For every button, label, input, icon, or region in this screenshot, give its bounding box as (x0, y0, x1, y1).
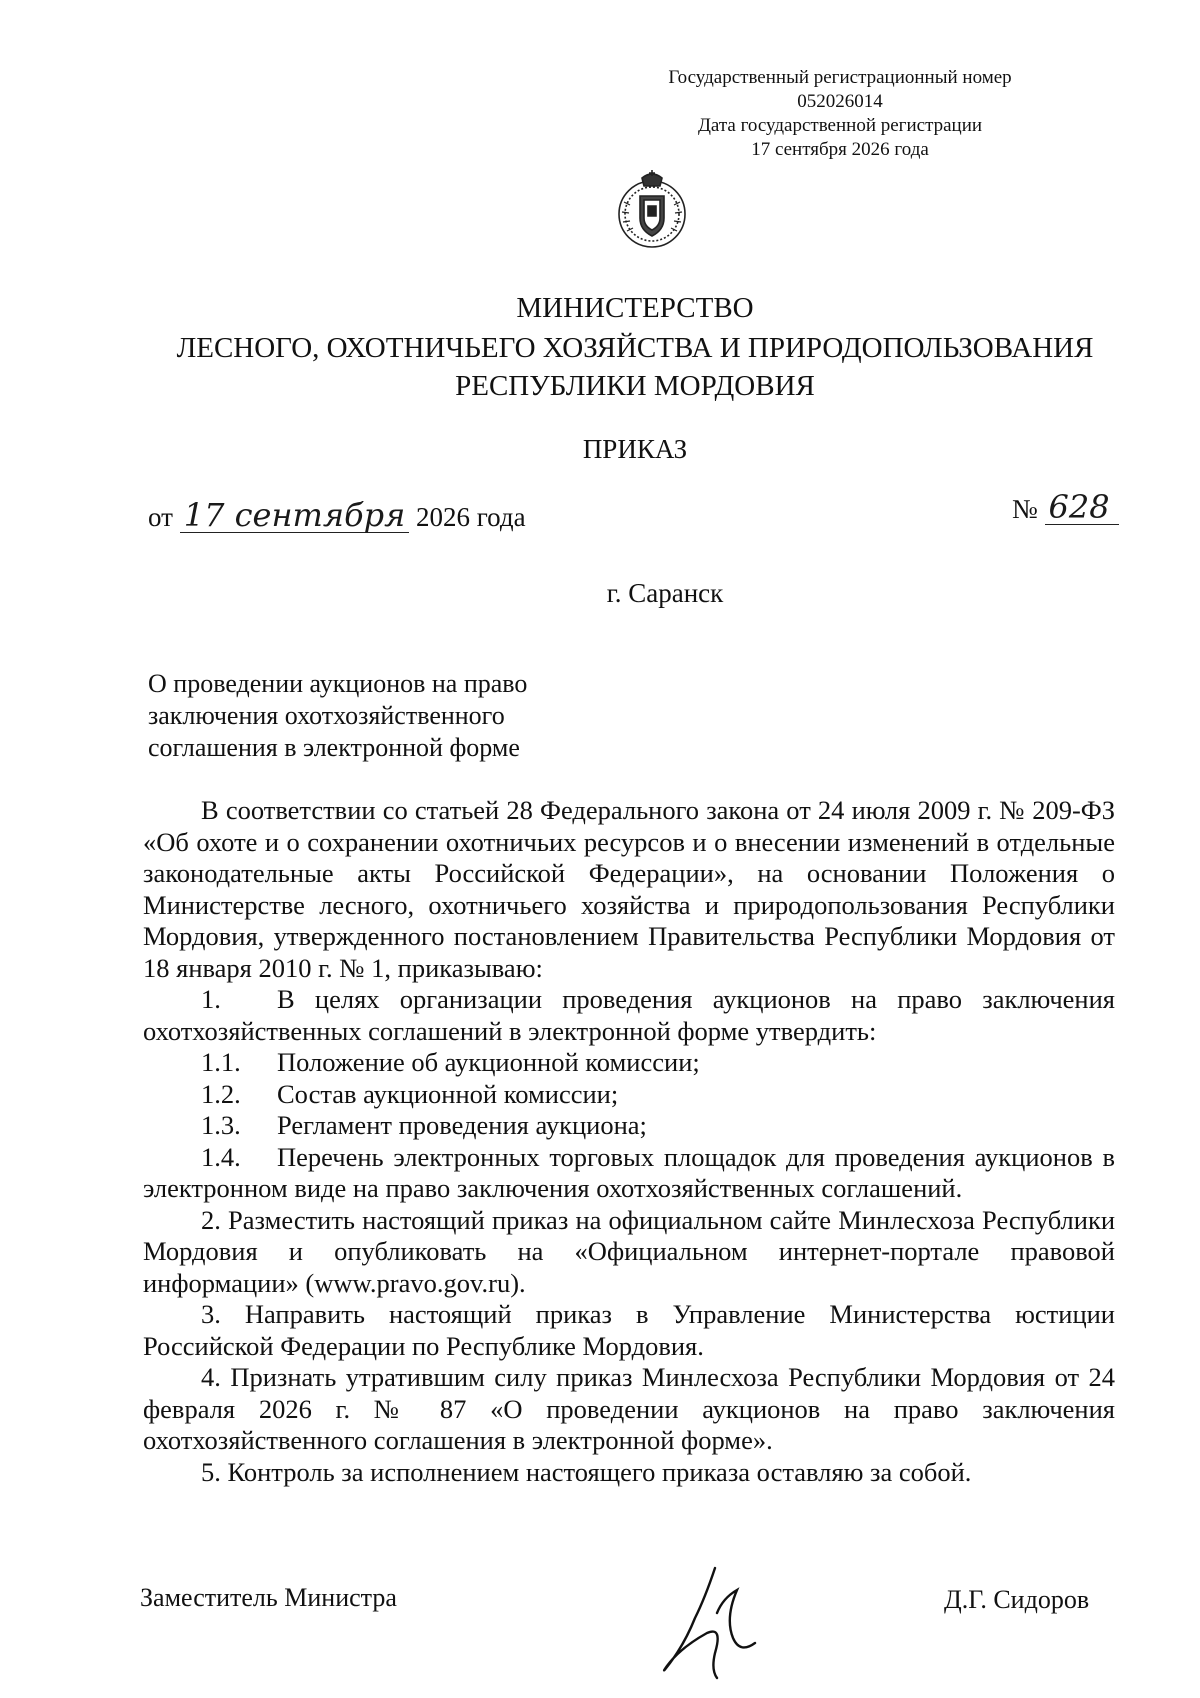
number-prefix: № (1012, 494, 1038, 524)
item-number: 1. (201, 984, 221, 1014)
coat-of-arms-icon (612, 168, 692, 254)
item-number: 1.2. (201, 1078, 241, 1109)
document-type: ПРИКАЗ (582, 434, 688, 464)
handwritten-date: 17 сентября (180, 498, 410, 533)
registration-number-label: Государственный регистрационный номер (668, 67, 1012, 88)
order-number (1012, 490, 1119, 525)
date-prefix: от (148, 502, 173, 532)
item-text: Состав аукционной комиссии; (277, 1078, 619, 1109)
registration-date-label: Дата государственной регистрации (697, 115, 983, 136)
city: г. Саранск (606, 578, 724, 608)
item-1-text: В целях организации проведения аукционов на право заключения охотхозяйственных соглашений в электронной форме утвердить: (143, 984, 1115, 1046)
item-3: 3. Направить настоящий приказ в Управление Министерства юстиции Российской Федерации по Республике Мордовия. (143, 1299, 1115, 1361)
order-date (148, 498, 526, 533)
item-text: Перечень электронных торговых площадок для проведения аукционов в электронном виде на право заключения охотхозяйственных соглашений. (143, 1141, 1115, 1203)
handwritten-signature-icon (645, 1558, 775, 1688)
subject-line: О проведении аукционов на право (148, 669, 528, 698)
item-number: 1.3. (201, 1110, 241, 1140)
preamble: В соответствии со статьей 28 Федерального закона от 24 июля 2009 г. № 209-ФЗ «Об охоте и о сохранении охотничьих ресурсов и о внесении изменений в отдельные законодательные акты Российской Федерации», на основании Положения о Министерстве лесного, охотничьего хозяйства и природопользования Республики Мордовия, утвержденного постановлением Правительства Республики Мордовия от 18 января 2010 г. № 1, приказываю: (143, 795, 1115, 983)
ministry-name: ЛЕСНОГО, ОХОТНИЧЬЕГО ХОЗЯЙСТВА И ПРИРОДОПОЛЬЗОВАНИЯ (176, 332, 1094, 364)
list-item (143, 1110, 1115, 1142)
subject-line: заключения охотхозяйственного (148, 701, 505, 730)
item-text: Регламент проведения аукциона; (277, 1110, 647, 1140)
subject-line: соглашения в электронной форме (148, 733, 520, 762)
republic-name: РЕСПУБЛИКИ МОРДОВИЯ (455, 370, 815, 402)
ministry-title: МИНИСТЕРСТВО (516, 292, 754, 324)
list-item (143, 1142, 1115, 1205)
order-subject (148, 668, 527, 764)
registration-date: 17 сентября 2026 года (751, 139, 929, 160)
order-body (143, 795, 1115, 1488)
handwritten-number: 628 (1045, 490, 1119, 525)
item-number: 1.4. (201, 1141, 241, 1172)
item-5: 5. Контроль за исполнением настоящего приказа оставляю за собой. (201, 1456, 972, 1487)
signatory-title: Заместитель Министра (140, 1583, 397, 1612)
item-4: 4. Признать утратившим силу приказ Минлесхоза Республики Мордовия от 24 февраля 2026 г. № 87 «О проведении аукционов на право заключения охотхозяйственного соглашения в электронной форме». (143, 1362, 1115, 1455)
signatory-name: Д.Г. Сидоров (944, 1585, 1090, 1614)
list-item (143, 1079, 1115, 1111)
list-item (143, 1047, 1115, 1079)
registration-number: 052026014 (797, 91, 883, 112)
date-suffix: 2026 года (416, 502, 526, 532)
item-number: 1.1. (201, 1047, 241, 1077)
item-text: Положение об аукционной комиссии; (277, 1047, 700, 1077)
item-2: 2. Разместить настоящий приказ на официальном сайте Минлесхоза Республики Мордовия и опубликовать на «Официальном интернет-портале правовой информации» (www.pravo.gov.ru). (143, 1204, 1115, 1298)
registration-block (640, 66, 1040, 162)
